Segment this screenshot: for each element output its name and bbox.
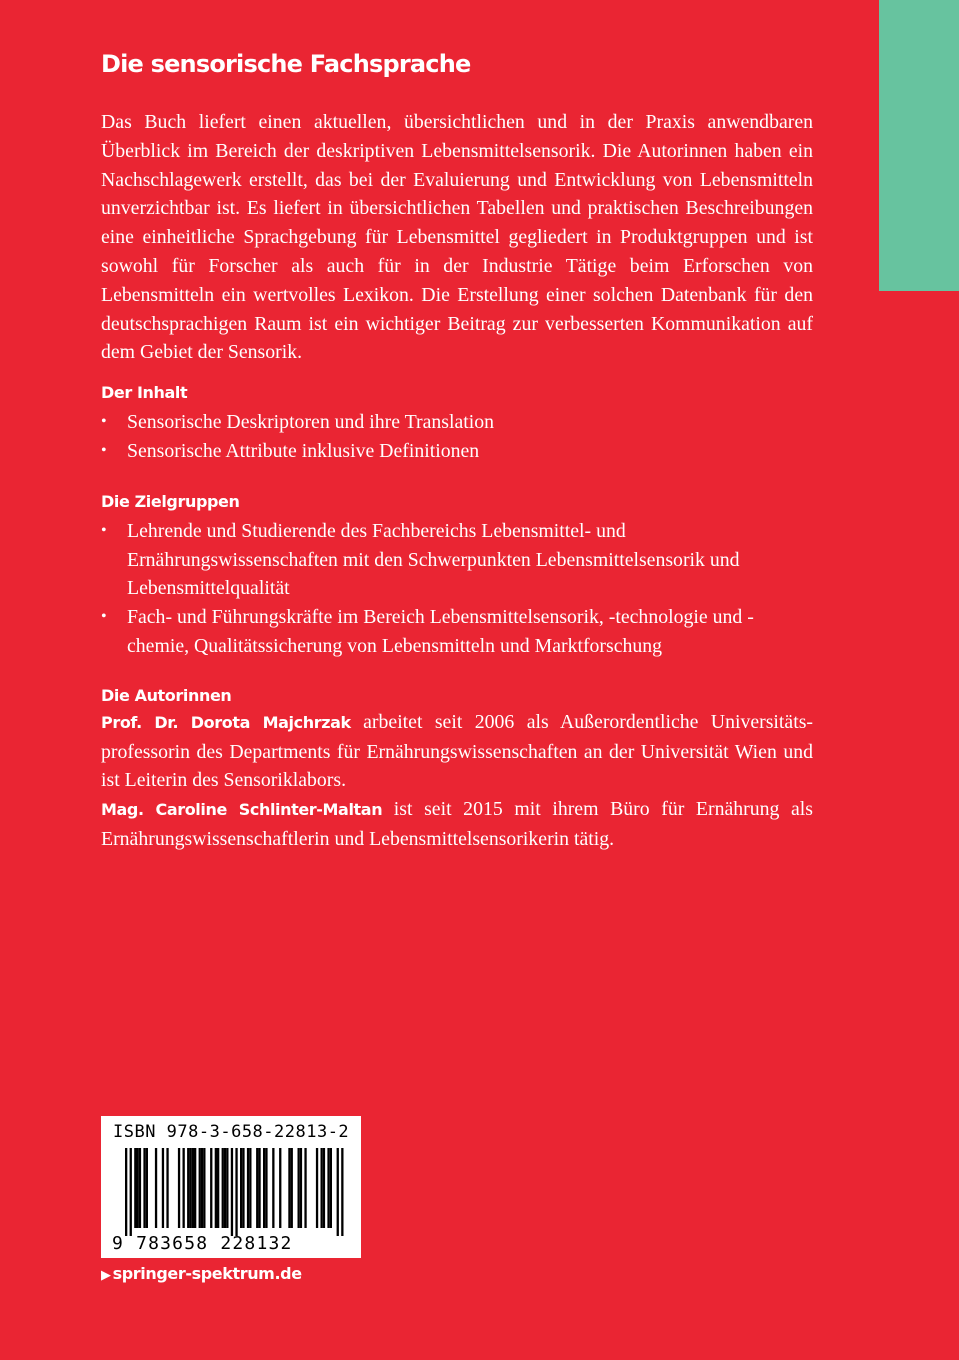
barcode-bar bbox=[162, 1148, 164, 1228]
barcode-bar bbox=[130, 1148, 132, 1236]
author-1-bio: arbeitet seit 2006 als Außerordentliche Universitätsprofessorin des Departments für Ernährungswissenschaften an der Universität Wien und ist Leiterin des Sensoriklabors. bbox=[101, 710, 813, 792]
barcode-bar bbox=[199, 1148, 201, 1228]
barcode-bar bbox=[143, 1148, 145, 1228]
color-tab bbox=[879, 0, 959, 291]
list-item: • Fach- und Führungskräfte im Bereich Lebensmittelsensorik, -technologie und -chemie, Qualitätssicherung von Lebensmitteln und Marktforschung bbox=[101, 603, 813, 661]
barcode-bar bbox=[256, 1148, 258, 1228]
isbn-barcode bbox=[101, 1116, 361, 1258]
barcode-bar bbox=[323, 1148, 325, 1228]
barcode-bar bbox=[178, 1148, 180, 1228]
zielgruppen-heading: Die Zielgruppen bbox=[101, 491, 240, 511]
barcode-bar bbox=[265, 1148, 267, 1228]
barcode-digits: 9 783658 228132 bbox=[112, 1233, 293, 1254]
author-2-bio: ist seit 2015 mit ihrem Büro für Ernährung als Ernährungswissenschaftlerin und Lebensmittelsensorikerin tätig. bbox=[101, 798, 813, 850]
barcode-bar bbox=[217, 1148, 219, 1228]
barcode-bar bbox=[166, 1148, 168, 1228]
intro-paragraph: Das Buch liefert einen aktuellen, übersichtlichen und in der Praxis anwendbaren Überblick im Bereich der deskriptiven Lebensmittelsensorik. Die Autorinnen haben ein Nachschlagewerk erstellt, das bei der Evaluierung und Entwicklung von Lebensmitteln unverzichtbar ist. Es liefert in übersichtlichen Tabellen und praktischen Beschreibungen eine einheitliche Sprachgebung für Lebensmittel gegliedert in Produktgruppen und ist sowohl für Forscher als auch für in der Industrie Tätige beim Erforschen von Lebensmitteln ein wertvolles Lexikon. Die Erstellung einer solchen Datenbank für den deutschsprachigen Raum ist ein wichtiger Beitrag zur verbesserten Kommunikation auf dem Gebiet der Sensorik. bbox=[101, 111, 813, 364]
barcode-bar bbox=[139, 1148, 141, 1228]
publisher-website[interactable] bbox=[101, 1262, 302, 1288]
barcode-bar bbox=[272, 1148, 274, 1228]
barcode-bar bbox=[224, 1148, 226, 1228]
website-text: springer-spektrum.de bbox=[112, 1264, 302, 1283]
barcode-bar bbox=[226, 1148, 228, 1228]
barcode-bar bbox=[194, 1148, 196, 1228]
back-cover-text bbox=[101, 46, 813, 854]
barcode-bar bbox=[146, 1148, 148, 1228]
barcode-bar bbox=[187, 1148, 189, 1228]
barcode-bar bbox=[192, 1148, 194, 1228]
barcode-bar bbox=[337, 1148, 339, 1236]
barcode-bar bbox=[155, 1148, 157, 1228]
barcode-bar bbox=[235, 1148, 237, 1236]
barcode-bar bbox=[304, 1148, 306, 1228]
barcode-bar bbox=[222, 1148, 224, 1228]
barcode-bar bbox=[134, 1148, 136, 1228]
barcode-bar bbox=[330, 1148, 332, 1228]
inhalt-heading: Der Inhalt bbox=[101, 383, 188, 403]
barcode-bar bbox=[125, 1148, 127, 1236]
barcode-bar bbox=[189, 1148, 191, 1228]
author-1-paragraph bbox=[101, 708, 813, 795]
zielgruppen-list bbox=[101, 517, 813, 661]
barcode-bar bbox=[231, 1148, 233, 1236]
barcode-bar bbox=[327, 1148, 329, 1228]
barcode-bar bbox=[210, 1148, 212, 1228]
barcode-bar bbox=[300, 1148, 302, 1228]
barcode-bar bbox=[201, 1148, 203, 1228]
inhalt-list bbox=[101, 408, 813, 466]
barcode-bar bbox=[247, 1148, 249, 1228]
author-1-name: Prof. Dr. Dorota Majchrzak bbox=[101, 712, 351, 732]
author-2-paragraph bbox=[101, 795, 813, 854]
barcode-bar bbox=[316, 1148, 318, 1228]
barcode-bar bbox=[183, 1148, 185, 1228]
barcode-bar bbox=[321, 1148, 323, 1228]
barcode-bar bbox=[249, 1148, 251, 1228]
barcode-bar bbox=[298, 1148, 300, 1228]
barcode-bar bbox=[279, 1148, 281, 1228]
barcode-bar bbox=[288, 1148, 290, 1228]
barcode-bar bbox=[242, 1148, 244, 1228]
author-2-name: Mag. Caroline Schlinter-Maltan bbox=[101, 800, 383, 820]
list-item: • Sensorische Deskriptoren und ihre Translation bbox=[101, 408, 813, 437]
triangle-right-icon: ▶ bbox=[101, 1268, 111, 1283]
book-title: Die sensorische Fachsprache bbox=[101, 50, 471, 78]
list-item: • Lehrende und Studierende des Fachbereichs Lebensmittel- und Ernährungswissenschaften mit den Schwerpunkten Lebensmittelsensorik und Lebensmittelqualität bbox=[101, 517, 813, 603]
barcode-bar bbox=[263, 1148, 265, 1228]
isbn-label: ISBN 978-3-658-22813-2 bbox=[113, 1122, 350, 1142]
barcode-bar bbox=[291, 1148, 293, 1228]
barcode-bar bbox=[137, 1148, 139, 1228]
barcode-bar bbox=[215, 1148, 217, 1228]
barcode-bars bbox=[113, 1148, 349, 1236]
barcode-bar bbox=[240, 1148, 242, 1228]
barcode-bar bbox=[258, 1148, 260, 1228]
barcode-bar bbox=[341, 1148, 343, 1236]
list-item: • Sensorische Attribute inklusive Definitionen bbox=[101, 437, 813, 466]
autorinnen-heading: Die Autorinnen bbox=[101, 685, 232, 705]
barcode-bar bbox=[203, 1148, 205, 1228]
